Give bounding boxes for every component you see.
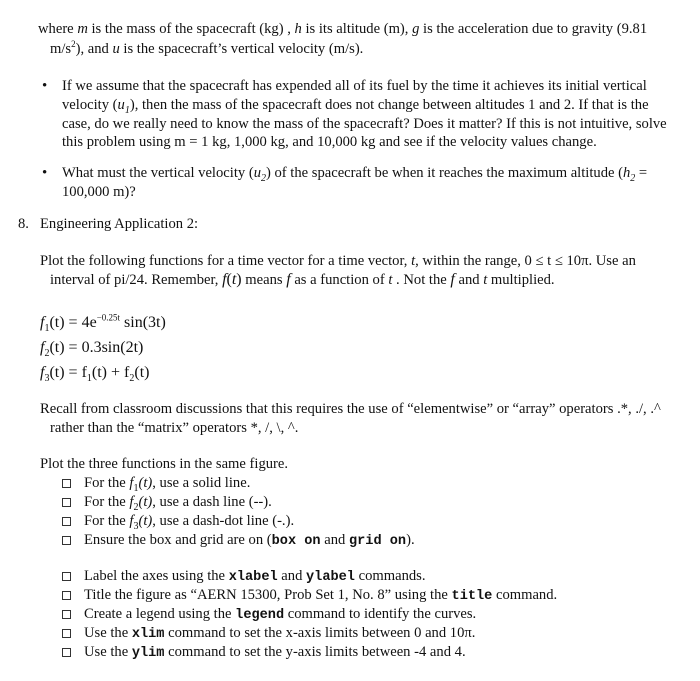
checkbox[interactable] <box>62 498 71 507</box>
bullet-dot: • <box>42 165 48 181</box>
checkbox[interactable] <box>62 536 71 545</box>
recall-line-1: Recall from classroom discussions that this requires the use of “elementwise” or “array” operators .*, ./, .^ <box>40 401 661 417</box>
checklist-item-ensure: Ensure the box and grid are on (box on and grid on). <box>84 532 415 549</box>
equation-f3: $f_3(t) = f_1(t) + f_2(t)$ <box>40 364 150 385</box>
checkbox[interactable] <box>62 479 71 488</box>
intro-line-1: where m is the mass of the spacecraft (kg) , h is its altitude (m), g is the acceleration due to gravity (9.81 <box>38 21 648 37</box>
bullet1-line-3: case, do we really need to know the mass of the spacecraft? Does it matter? If this is not intuitive, solve <box>62 116 667 132</box>
checklist-item-label: Label the axes using the xlabel and ylabel commands. <box>84 568 426 585</box>
bullet2-line-1: What must the vertical velocity $(u_2)$ of the spacecraft be when it reaches the maximum altitude ($h_2$ = <box>62 165 648 184</box>
plot-three-heading: Plot the three functions in the same figure. <box>40 456 289 472</box>
intro-line-2: $m/s^2$), and u is the spacecraft’s vertical velocity (m/s). <box>50 39 364 57</box>
bullet1-line-4: this problem using m = 1 kg, 1,000 kg, and 10,000 kg and see if the velocity values change. <box>62 134 597 150</box>
plot-intro-line-1: Plot the following functions for a time vector for a time vector, t, within the range, 0 ≤ t ≤ 10π. Use an <box>40 253 636 269</box>
checklist-item-f3: For the $f_3(t)$, use a dash-dot line (-.). <box>84 513 295 532</box>
checklist-item-title: Title the figure as “AERN 15300, Prob Set 1, No. 8” using the title command. <box>84 587 558 604</box>
checkbox[interactable] <box>62 648 71 657</box>
checklist-item-ylim: Use the ylim command to set the y-axis limits between -4 and 4. <box>84 644 466 661</box>
bullet1-line-1: If we assume that the spacecraft has expended all of its fuel by the time it achieves its initial vertical <box>62 78 647 94</box>
checklist-item-f2: For the $f_2(t)$, use a dash line (--). <box>84 494 272 513</box>
bullet-dot: • <box>42 78 48 94</box>
checkbox[interactable] <box>62 517 71 526</box>
section-title: Engineering Application 2: <box>40 216 199 232</box>
section-number: 8. <box>18 216 29 232</box>
plot-intro-line-2: interval of pi/24. Remember, f(t) means f as a function of t . Not the f and t multiplied. <box>50 271 555 288</box>
checklist-item-legend: Create a legend using the legend command to identify the curves. <box>84 606 477 623</box>
bullet1-line-2: velocity $(u_1)$, then the mass of the spacecraft does not change between altitudes 1 and 2. If that is the <box>62 97 649 116</box>
bullet2-line-2: 100,000 m)? <box>62 184 136 200</box>
checkbox[interactable] <box>62 629 71 638</box>
checkbox[interactable] <box>62 572 71 581</box>
checkbox[interactable] <box>62 591 71 600</box>
checklist-item-f1: For the $f_1(t)$, use a solid line. <box>84 475 251 494</box>
checkbox[interactable] <box>62 610 71 619</box>
checklist-item-xlim: Use the xlim command to set the x-axis limits between 0 and 10π. <box>84 625 476 642</box>
equation-f2: $f_2(t) = 0.3\sin(2t)$ <box>40 339 144 360</box>
recall-line-2: rather than the “matrix” operators *, /, \, ^. <box>50 420 299 436</box>
equation-f1: $f_1(t) = 4e^{-0.25t}$ sin(3t) <box>40 312 166 335</box>
